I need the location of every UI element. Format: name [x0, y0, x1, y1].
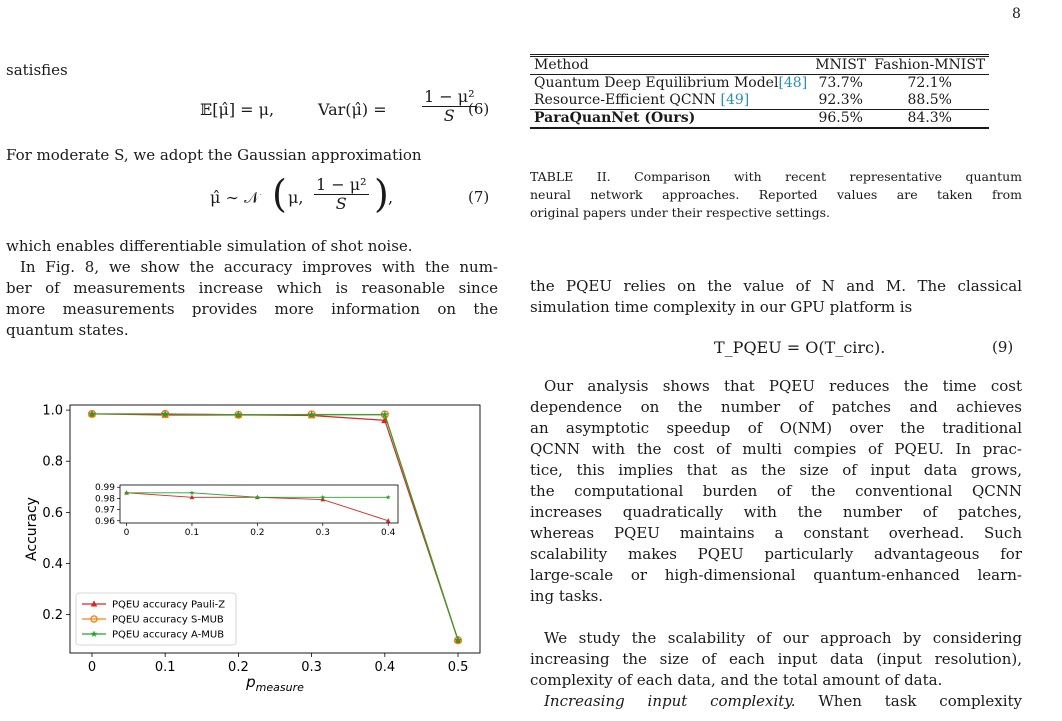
x-tick-label: 0.4 — [374, 660, 396, 675]
eq7-comma: , — [388, 188, 394, 207]
comparison-table-wrap — [530, 54, 989, 129]
inset-y-tick-label: 0.99 — [94, 483, 115, 494]
complexity-rest: When task complexity — [795, 692, 1022, 710]
equation-7 — [210, 172, 394, 224]
y-tick-label: 0.4 — [42, 557, 63, 573]
satisfies-text: satisfies — [6, 61, 68, 79]
y-tick-label: 0.2 — [42, 608, 63, 624]
caption-line-2: neural network approaches. Reported values are taken from — [530, 187, 1022, 202]
complexity-heading: Increasing input complexity. — [544, 692, 796, 710]
pqeu-line-2: simulation time complexity in our GPU platform is — [530, 298, 913, 316]
header-mnist: MNIST — [815, 57, 867, 73]
fig-para-line-3: more measurements provides more information on the — [6, 300, 498, 318]
caption-line-3: original papers under their respective settings. — [530, 205, 830, 220]
pqeu-line-1: the PQEU relies on the value of N and M. The classical — [530, 277, 1022, 295]
eq7-number: (7) — [468, 188, 490, 206]
x-axis-label: $p_{measure}$ — [246, 673, 304, 694]
x-tick-label: 0.1 — [154, 660, 176, 675]
equation-9: T_PQEU = O(T_circ). — [714, 338, 886, 357]
row-mnist: 92.3% — [818, 92, 863, 108]
page-number: 8 — [1012, 6, 1021, 22]
eq6-variance-prefix: Var(μ̂) = — [318, 100, 387, 119]
row-method — [530, 75, 811, 93]
table-top-double-rule — [530, 54, 989, 129]
table-row — [530, 92, 989, 110]
eq7-left-paren: ( — [272, 172, 287, 216]
equation-6 — [200, 88, 500, 136]
scalability-paragraph — [530, 628, 1022, 712]
legend-label: PQEU accuracy A-MUB — [112, 629, 225, 641]
table-caption — [530, 168, 1022, 222]
eq7-numerator: 1 − μ² — [316, 175, 367, 194]
accuracy-chart — [0, 395, 500, 695]
inset-frame — [120, 485, 398, 523]
eq7-mu: μ, — [288, 188, 304, 207]
eq7-prefix: μ̂ ∼ 𝒩 — [210, 188, 260, 207]
x-tick-label: 0.2 — [228, 660, 249, 675]
x-tick-label: 0.5 — [447, 660, 469, 675]
citation-link[interactable]: [49] — [720, 92, 750, 108]
eq7-right-paren: ) — [374, 172, 389, 216]
method-name: Resource-Efficient QCNN — [534, 92, 721, 108]
gaussian-line: For moderate S, we adopt the Gaussian approximation — [6, 146, 422, 164]
eq9-number: (9) — [992, 338, 1014, 356]
table-row-ours — [530, 110, 989, 128]
scal-line: increasing the size of each input data (input resolution), — [530, 650, 1022, 668]
row-mnist: 73.7% — [818, 75, 863, 91]
eq6-number: (6) — [468, 100, 490, 118]
citation-link[interactable]: [48] — [778, 75, 808, 91]
eq7-denominator: S — [335, 194, 347, 213]
eq6-denominator: S — [443, 106, 455, 125]
fig-para-line-1: In Fig. 8, we show the accuracy improves with the num- — [20, 258, 498, 276]
inset-x-tick-label: 0.2 — [250, 528, 265, 538]
analysis-line: large-scale or high-dimensional quantum-enhanced learn- — [530, 566, 1022, 584]
row-method: ParaQuanNet (Ours) — [534, 110, 696, 126]
inset-x-tick-label: 0.3 — [315, 528, 330, 538]
eq7-fraction — [314, 176, 369, 213]
row-fashion: 88.5% — [907, 92, 952, 108]
inset-y-tick-label: 0.98 — [94, 494, 115, 505]
row-method — [530, 92, 811, 110]
inset-plot — [95, 483, 398, 538]
complexity-line — [530, 691, 1022, 712]
method-name: Quantum Deep Equilibrium Model — [534, 75, 779, 91]
header-fashion-mnist: Fashion-MNIST — [874, 57, 986, 73]
analysis-paragraph — [530, 376, 1022, 607]
inset-x-tick-label: 0 — [123, 528, 130, 538]
analysis-line: scalability makes PQEU particularly advantageous for — [530, 545, 1022, 563]
fig-para-line-2: ber of measurements increase which is reasonable since — [6, 279, 498, 297]
analysis-line: whereas PQEU maintains a constant overhead. Such — [530, 524, 1022, 542]
analysis-line: dependence on the number of patches and achieves — [530, 398, 1022, 416]
table-row — [530, 75, 989, 93]
y-tick-label: 0.8 — [42, 454, 63, 470]
main-plot — [24, 404, 480, 694]
shot-noise-line: which enables differentiable simulation of shot noise. — [6, 237, 413, 255]
x-tick-label: 0.3 — [301, 660, 322, 675]
inset-y-tick-label: 0.96 — [94, 516, 115, 527]
analysis-line: the computational burden of the conventional QCNN — [530, 482, 1022, 500]
scal-line: We study the scalability of our approach by considering — [544, 629, 1022, 647]
row-fashion: 72.1% — [907, 75, 952, 91]
analysis-line: an asymptotic speedup of O(NM) over the traditional — [530, 419, 1022, 437]
inset-x-tick-label: 0.4 — [381, 528, 396, 538]
y-tick-label: 0.6 — [42, 505, 63, 521]
analysis-line: ing tasks. — [530, 587, 604, 605]
row-mnist: 96.5% — [818, 110, 863, 126]
table-header-row — [530, 57, 989, 75]
scal-line: complexity of each data, and the total amount of data. — [530, 671, 943, 689]
x-tick-label: 0 — [87, 660, 97, 675]
fig-para-line-4: quantum states. — [6, 321, 129, 339]
eq6-expectation: 𝔼[μ̂] = μ, — [200, 100, 275, 119]
legend-label: PQEU accuracy S-MUB — [112, 614, 224, 626]
y-tick-label: 1.0 — [42, 403, 63, 419]
comparison-table — [530, 56, 989, 128]
analysis-line: tice, this implies that as the size of input data grows, — [530, 461, 1022, 479]
pqeu-paragraph — [530, 276, 1022, 318]
header-method: Method — [534, 57, 589, 73]
row-fashion: 84.3% — [907, 110, 952, 126]
inset-y-tick-label: 0.97 — [94, 505, 115, 516]
legend-label: PQEU accuracy Pauli-Z — [112, 599, 226, 611]
eq6-numerator: 1 − μ² — [424, 87, 475, 106]
y-axis-label: Accuracy — [24, 497, 40, 561]
inset-x-tick-label: 0.1 — [184, 528, 200, 538]
analysis-line: increases quadratically with the number of patches, — [530, 503, 1022, 521]
caption-line-1: TABLE II. Comparison with recent representative quantum — [530, 169, 1022, 184]
chart-legend — [76, 593, 236, 645]
analysis-line: Our analysis shows that PQEU reduces the time cost — [544, 377, 1022, 395]
figure-paragraph — [6, 257, 498, 341]
analysis-line: QCNN with the cost of multi compies of PQEU. In prac- — [530, 440, 1022, 458]
